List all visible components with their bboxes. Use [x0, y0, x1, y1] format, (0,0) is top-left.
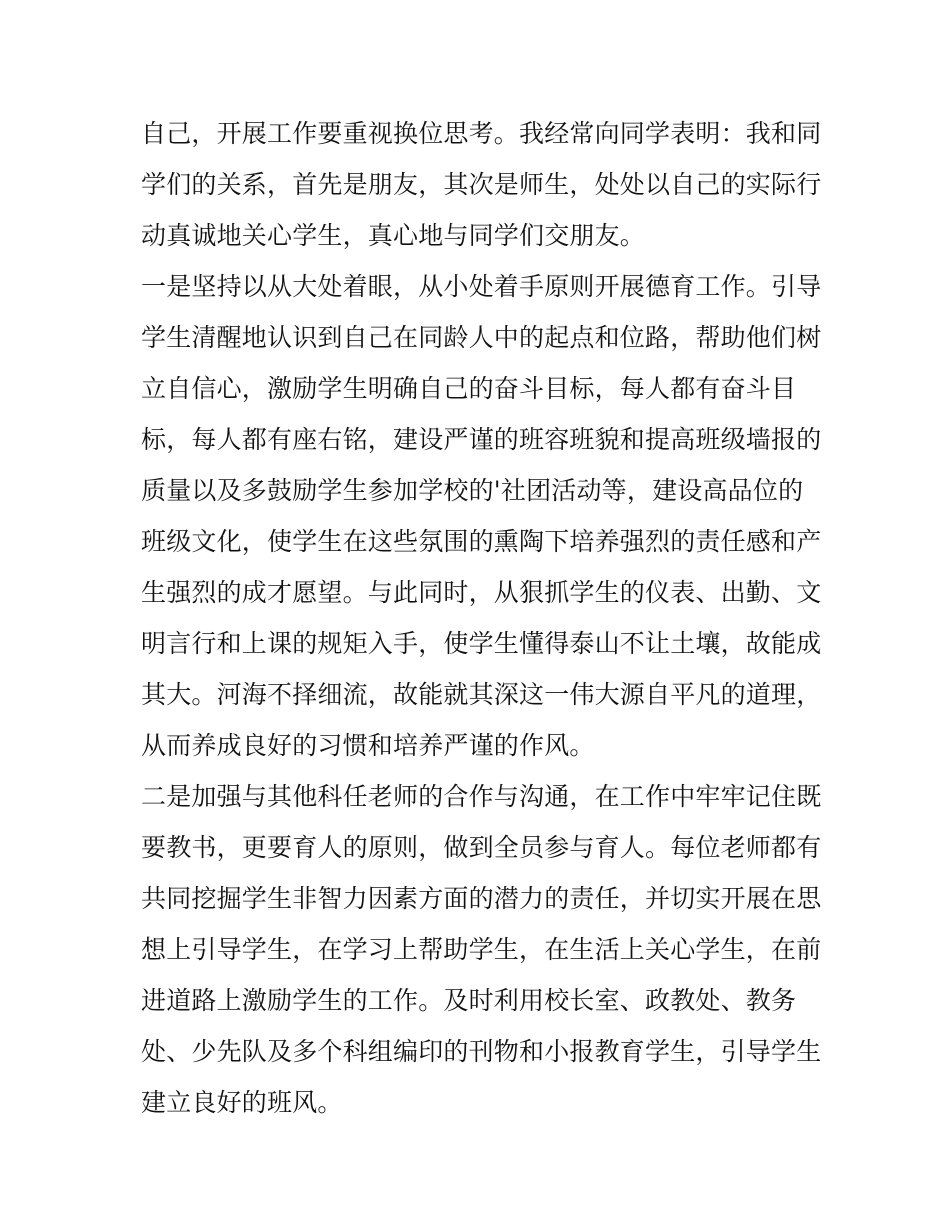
- text-line: 明言行和上课的规矩入手，使学生懂得泰山不让土壤，故能成: [141, 629, 822, 658]
- text-line: 学们的关系，首先是朋友，其次是师生，处处以自己的实际行: [141, 170, 822, 199]
- text-line: 立自信心，激励学生明确自己的奋斗目标，每人都有奋斗目: [141, 374, 797, 403]
- text-line: 自己，开展工作要重视换位思考。我经常向同学表明：我和同: [141, 119, 822, 148]
- text-line: 处、少先队及多个科组编印的刊物和小报教育学生，引导学生: [141, 1037, 822, 1066]
- text-line: 共同挖掘学生非智力因素方面的潜力的责任，并切实开展在思: [141, 884, 822, 913]
- text-line: 其大。河海不择细流，故能就其深这一伟大源自平凡的道理，: [141, 680, 822, 709]
- text-line: 二是加强与其他科任老师的合作与沟通，在工作中牢牢记住既: [141, 782, 822, 811]
- body-text: [141, 108, 821, 1128]
- text-line: 进道路上激励学生的工作。及时利用校长室、政教处、教务: [141, 986, 797, 1015]
- text-line: 动真诚地关心学生，真心地与同学们交朋友。: [141, 221, 646, 250]
- text-line: 一是坚持以从大处着眼，从小处着手原则开展德育工作。引导: [141, 272, 822, 301]
- text-line: 学生清醒地认识到自己在同龄人中的起点和位路，帮助他们树: [141, 323, 822, 352]
- text-line: 想上引导学生，在学习上帮助学生，在生活上关心学生，在前: [141, 935, 822, 964]
- text-line: 班级文化，使学生在这些氛围的熏陶下培养强烈的责任感和产: [141, 527, 822, 556]
- text-line: 质量以及多鼓励学生参加学校的'社团活动等，建设高品位的: [141, 476, 804, 505]
- text-line: 标，每人都有座右铭，建设严谨的班容班貌和提高班级墙报的: [141, 425, 822, 454]
- text-line: 建立良好的班风。: [141, 1088, 343, 1117]
- text-line: 要教书，更要育人的原则，做到全员参与育人。每位老师都有: [141, 833, 822, 862]
- text-line: 生强烈的成才愿望。与此同时，从狠抓学生的仪表、出勤、文: [141, 578, 822, 607]
- text-line: 从而养成良好的习惯和培养严谨的作风。: [141, 731, 595, 760]
